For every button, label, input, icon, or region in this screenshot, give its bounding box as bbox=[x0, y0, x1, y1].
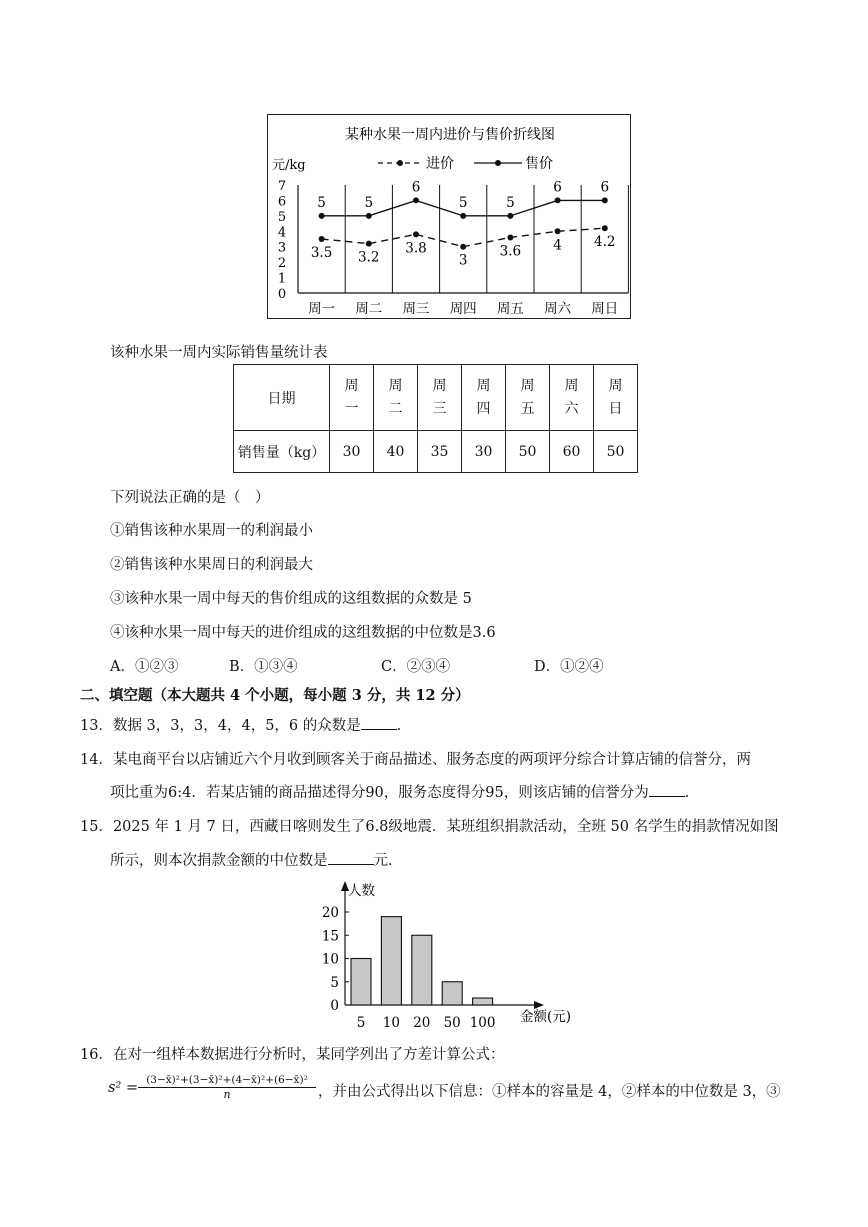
bar bbox=[351, 959, 371, 1006]
table-day bbox=[374, 365, 418, 431]
x-tick-label: 周六 bbox=[544, 301, 572, 317]
question-15-line1 bbox=[80, 815, 779, 836]
question-13 bbox=[80, 714, 411, 735]
cost-point bbox=[366, 241, 372, 247]
table-cell: 40 bbox=[374, 431, 418, 473]
cost-point bbox=[319, 236, 325, 242]
cost-point bbox=[555, 228, 561, 234]
bar-chart-marks bbox=[351, 917, 495, 1030]
table-day-char: 周 bbox=[432, 377, 447, 394]
table-day bbox=[330, 365, 374, 431]
option-d[interactable]: D．①②④ bbox=[534, 659, 604, 675]
y-tick-label: 5 bbox=[277, 209, 287, 225]
answer-blank[interactable] bbox=[328, 863, 374, 865]
price-point bbox=[413, 197, 419, 203]
table-day bbox=[594, 365, 638, 431]
y-tick-label: 3 bbox=[277, 240, 287, 256]
table-row bbox=[234, 431, 638, 473]
x-tick-label: 周五 bbox=[496, 301, 524, 317]
price-data-label: 5 bbox=[364, 194, 374, 211]
cost-data-label: 3 bbox=[458, 252, 468, 269]
cost-data-label: 3.8 bbox=[405, 240, 427, 257]
legend-cost-marker bbox=[397, 160, 403, 166]
option-c[interactable]: C．②③④ bbox=[381, 659, 451, 675]
x-tick-label: 周三 bbox=[402, 301, 430, 317]
legend-price-label: 售价 bbox=[525, 156, 553, 172]
table-day-char: 周 bbox=[608, 377, 623, 394]
bar-chart bbox=[310, 875, 590, 1030]
question-15-line2 bbox=[110, 849, 403, 870]
table-day bbox=[506, 365, 550, 431]
answer-blank[interactable] bbox=[361, 728, 397, 730]
y-tick-label: 4 bbox=[277, 225, 287, 241]
statement-1: ①销售该种水果周一的利润最小 bbox=[110, 523, 313, 539]
x-tick-label: 周二 bbox=[355, 301, 383, 317]
x-axis-arrow bbox=[534, 1001, 544, 1009]
table-day bbox=[462, 365, 506, 431]
price-point bbox=[602, 197, 608, 203]
table-day-char: 六 bbox=[564, 400, 579, 417]
question-14-line1 bbox=[80, 748, 751, 769]
x-tick-label: 100 bbox=[469, 1015, 496, 1030]
cost-point bbox=[602, 225, 608, 231]
price-data-label: 5 bbox=[317, 194, 326, 211]
y-tick-label: 10 bbox=[321, 951, 339, 968]
question-text: 某电商平台以店铺近六个月收到顾客关于商品描述、服务态度的两项评分综合计算店铺的信誉分，两 bbox=[112, 752, 751, 768]
y-tick-label: 15 bbox=[321, 928, 339, 945]
table-day-char: 日 bbox=[608, 400, 623, 417]
answer-blank[interactable] bbox=[649, 795, 685, 797]
question-end: ． bbox=[684, 785, 700, 801]
legend bbox=[378, 155, 553, 172]
table-cell: 50 bbox=[594, 431, 638, 473]
question-number: 16． bbox=[80, 1047, 113, 1063]
y-tick-label: 5 bbox=[330, 974, 339, 991]
price-data-label: 6 bbox=[600, 179, 610, 196]
x-tick-label: 10 bbox=[382, 1015, 400, 1030]
table-row bbox=[234, 365, 638, 431]
bar-chart-y-label: 人数 bbox=[348, 883, 375, 899]
cost-point bbox=[507, 234, 513, 240]
table-day-char: 一 bbox=[344, 400, 359, 417]
table-day-char: 四 bbox=[476, 400, 491, 417]
table-day-char: 周 bbox=[388, 377, 403, 394]
question-16-line1 bbox=[80, 1043, 504, 1064]
variance-formula-lhs bbox=[108, 1080, 138, 1096]
y-tick-label: 2 bbox=[277, 256, 287, 272]
table-day-char: 周 bbox=[564, 377, 579, 394]
x-tick-label: 周日 bbox=[591, 301, 619, 317]
table-day-char: 二 bbox=[388, 400, 403, 417]
table-cell: 30 bbox=[462, 431, 506, 473]
table-cell: 60 bbox=[550, 431, 594, 473]
line-chart-title: 某种水果一周内进价与售价折线图 bbox=[345, 127, 555, 143]
cost-data-label: 3.5 bbox=[310, 245, 333, 261]
y-tick-label: 0 bbox=[330, 998, 339, 1014]
formula-numerator: (3−x̄)²+(3−x̄)²+(4−x̄)²+(6−x̄)² bbox=[138, 1074, 316, 1088]
table-day-char: 五 bbox=[520, 400, 535, 417]
cost-data-label: 4.2 bbox=[594, 234, 616, 251]
formula-denominator: n bbox=[223, 1088, 231, 1101]
table-day bbox=[418, 365, 462, 431]
option-b[interactable]: B．①③④ bbox=[229, 659, 298, 675]
line-chart bbox=[267, 114, 631, 319]
table-header-label: 日期 bbox=[234, 365, 330, 431]
bar bbox=[442, 982, 462, 1005]
question-number: 13． bbox=[80, 718, 113, 734]
bar-chart-x-label: 金额(元) bbox=[520, 1009, 572, 1025]
line-chart-marks bbox=[311, 179, 616, 268]
price-data-label: 6 bbox=[553, 179, 562, 196]
question-stem: 下列说法正确的是（ ） bbox=[110, 490, 270, 506]
statement-4: ④该种水果一周中每天的进价组成的这组数据的中位数是3.6 bbox=[110, 625, 496, 641]
x-tick-label: 周一 bbox=[308, 301, 336, 317]
x-tick-label: 5 bbox=[356, 1015, 366, 1030]
price-data-label: 5 bbox=[458, 194, 468, 211]
table-caption: 该种水果一周内实际销售量统计表 bbox=[110, 345, 328, 361]
price-point bbox=[555, 197, 561, 203]
question-end: 元． bbox=[373, 853, 403, 869]
question-text: 数据 3，3，3，4，4，5，6 的众数是 bbox=[112, 718, 361, 734]
price-data-label: 6 bbox=[411, 179, 421, 196]
sales-table bbox=[233, 364, 638, 473]
bar bbox=[412, 935, 432, 1005]
x-tick-label: 20 bbox=[413, 1015, 431, 1030]
cost-point bbox=[413, 231, 419, 237]
option-a[interactable]: A．①②③ bbox=[110, 659, 179, 675]
table-cell: 50 bbox=[506, 431, 550, 473]
table-day-char: 周 bbox=[344, 377, 359, 394]
cost-data-label: 3.6 bbox=[499, 243, 522, 260]
question-text: 项比重为6:4．若某店铺的商品描述得分90，服务态度得分95，则该店铺的信誉分为 bbox=[110, 785, 649, 801]
cost-data-label: 3.2 bbox=[358, 249, 380, 266]
question-text: 在对一组样本数据进行分析时，某同学列出了方差计算公式： bbox=[112, 1047, 505, 1063]
question-end: ． bbox=[396, 718, 412, 734]
legend-price-marker bbox=[495, 160, 501, 166]
price-point bbox=[319, 213, 325, 219]
x-tick-label: 50 bbox=[443, 1015, 461, 1030]
table-day-char: 周 bbox=[520, 377, 535, 394]
x-tick-label: 周四 bbox=[449, 301, 477, 317]
price-point bbox=[366, 213, 372, 219]
question-14-line2 bbox=[110, 781, 699, 802]
question-text: 2025 年 1 月 7 日，西藏日喀则发生了6.8级地震．某班组织捐款活动，全班 50 名学生的捐款情况如图 bbox=[112, 819, 779, 835]
table-day-char: 周 bbox=[476, 377, 491, 394]
legend-cost-label: 进价 bbox=[426, 156, 454, 172]
price-point bbox=[460, 213, 466, 219]
price-data-label: 5 bbox=[506, 194, 515, 211]
table-cell: 30 bbox=[330, 431, 374, 473]
bar bbox=[381, 917, 401, 1005]
y-tick-label: 0 bbox=[277, 287, 287, 302]
price-point bbox=[507, 213, 513, 219]
statement-3: ③该种水果一周中每天的售价组成的这组数据的众数是 5 bbox=[110, 591, 472, 607]
cost-data-label: 4 bbox=[553, 237, 562, 254]
y-tick-label: 7 bbox=[277, 179, 287, 194]
statement-2: ②销售该种水果周日的利润最大 bbox=[110, 557, 313, 573]
cost-point bbox=[460, 244, 466, 250]
table-cell: 35 bbox=[418, 431, 462, 473]
y-tick-label: 1 bbox=[277, 271, 287, 287]
line-chart-svg bbox=[268, 115, 632, 320]
table-row-label: 销售量（kg） bbox=[234, 431, 330, 473]
formula-lhs: s² = bbox=[108, 1080, 139, 1096]
question-16-line2: ，并由公式得出以下信息：①样本的容量是 4，②样本的中位数是 3，③ bbox=[318, 1084, 781, 1100]
question-number: 14． bbox=[80, 752, 113, 768]
section-title: 二、填空题（本大题共 4 个小题，每小题 3 分，共 12 分） bbox=[80, 687, 470, 704]
question-number: 15． bbox=[80, 819, 113, 835]
line-chart-y-unit: 元/kg bbox=[272, 158, 306, 173]
table-day bbox=[550, 365, 594, 431]
table-day-char: 三 bbox=[432, 400, 447, 417]
question-text: 所示，则本次捐款金额的中位数是 bbox=[110, 853, 328, 869]
y-tick-label: 6 bbox=[277, 194, 287, 210]
y-tick-label: 20 bbox=[321, 905, 339, 921]
bar bbox=[473, 998, 493, 1005]
variance-formula bbox=[138, 1074, 316, 1101]
